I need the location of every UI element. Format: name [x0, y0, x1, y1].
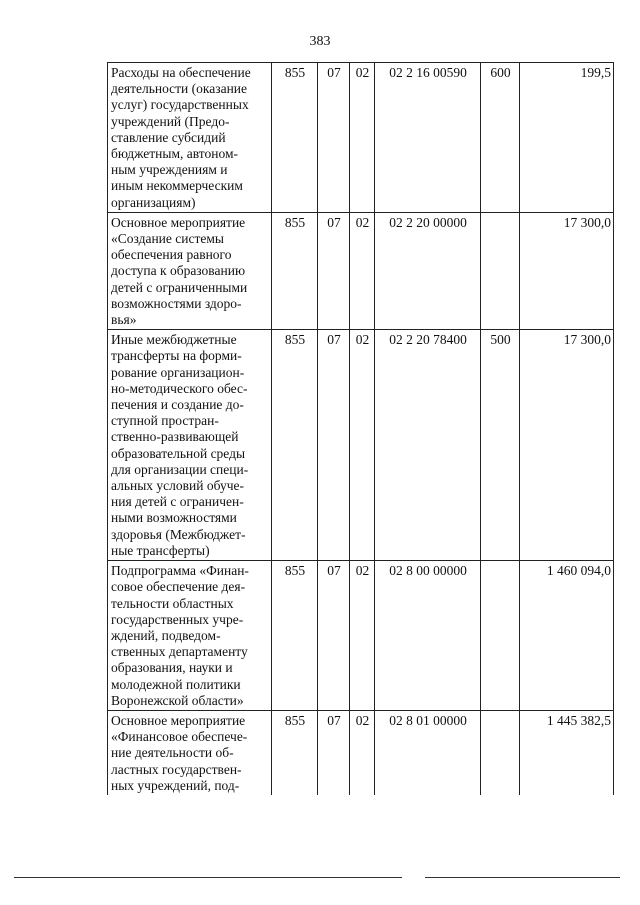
expense-type-cell	[481, 212, 520, 329]
description-line: тельности областных	[111, 595, 234, 611]
description-line: Подпрограмма «Финан-	[111, 563, 249, 579]
subsection-cell: 02	[350, 561, 375, 711]
expense-type-cell	[481, 561, 520, 711]
description-line: альных условий обуче-	[111, 478, 244, 494]
description-line: Иные межбюджетные	[111, 332, 237, 348]
target-article-cell: 02 2 16 00590	[375, 63, 481, 213]
description-line: Расходы на обеспечение	[111, 65, 251, 80]
description-line: для организации специ-	[111, 461, 249, 477]
description-cell	[108, 63, 272, 213]
description-line: ных учреждений, под-	[111, 777, 240, 793]
description-line: возможностями здоро-	[111, 295, 242, 311]
description-line: образования, науки и	[111, 660, 233, 676]
description-line: Основное мероприятие	[111, 712, 246, 728]
description-line: «Финансовое обеспече-	[111, 729, 248, 745]
description-line: ние деятельности об-	[111, 745, 234, 761]
amount-cell: 199,5	[520, 63, 614, 213]
description-line: организациям)	[111, 194, 196, 210]
description-line: доступа к образованию	[111, 263, 246, 279]
description-line: ным учреждениям и	[111, 162, 228, 178]
grbs-cell: 855	[272, 63, 318, 213]
description-line: деятельности (оказание	[111, 81, 248, 97]
description-line: детей с ограниченными	[111, 279, 248, 295]
footer-rule-right	[425, 877, 620, 878]
target-article-cell: 02 2 20 00000	[375, 212, 481, 329]
description-line: ственно-развивающей	[111, 429, 239, 445]
target-article-cell: 02 2 20 78400	[375, 330, 481, 561]
subsection-cell: 02	[350, 330, 375, 561]
subsection-cell: 02	[350, 212, 375, 329]
description-line: иным некоммерческим	[111, 178, 243, 194]
description-line: совое обеспечение дея-	[111, 579, 246, 595]
section-cell: 07	[318, 561, 350, 711]
description-cell	[108, 212, 272, 329]
page-number: 383	[309, 34, 331, 49]
grbs-cell: 855	[272, 710, 318, 795]
description-line: рование организацион-	[111, 364, 245, 380]
grbs-cell: 855	[272, 212, 318, 329]
target-article-cell: 02 8 00 00000	[375, 561, 481, 711]
description-line: ственных департаменту	[111, 644, 248, 660]
description-line: учреждений (Предо-	[111, 113, 230, 129]
description-line: ждений, подведом-	[111, 627, 221, 643]
expense-type-cell: 500	[481, 330, 520, 561]
section-cell: 07	[318, 63, 350, 213]
footer-rule-left	[14, 877, 402, 878]
description-line: образовательной среды	[111, 445, 246, 461]
description-line: ставление субсидий	[111, 129, 226, 145]
subsection-cell: 02	[350, 63, 375, 213]
description-line: молодежной политики	[111, 676, 241, 692]
table-row	[108, 330, 614, 561]
amount-cell: 1 445 382,5	[520, 710, 614, 795]
target-article-cell: 02 8 01 00000	[375, 710, 481, 795]
grbs-cell: 855	[272, 330, 318, 561]
table-row	[108, 212, 614, 329]
table-row	[108, 561, 614, 711]
description-line: вья»	[111, 312, 137, 328]
description-line: трансферты на форми-	[111, 348, 242, 364]
description-line: бюджетным, автоном-	[111, 146, 239, 162]
grbs-cell: 855	[272, 561, 318, 711]
description-line: «Создание системы	[111, 231, 224, 247]
description-line: но-методического обес-	[111, 380, 248, 396]
budget-table	[107, 62, 614, 795]
subsection-cell: 02	[350, 710, 375, 795]
description-line: обеспечения равного	[111, 247, 232, 263]
description-line: Основное мероприятие	[111, 214, 246, 230]
amount-cell: 1 460 094,0	[520, 561, 614, 711]
description-line: печения и создание до-	[111, 397, 244, 413]
description-line: ные трансферты)	[111, 542, 210, 558]
description-line: государственных учре-	[111, 611, 244, 627]
amount-cell: 17 300,0	[520, 212, 614, 329]
table-row	[108, 63, 614, 213]
description-line: ступной простран-	[111, 413, 219, 429]
description-line: Воронежской области»	[111, 692, 244, 708]
section-cell: 07	[318, 330, 350, 561]
description-line: здоровья (Межбюджет-	[111, 526, 246, 542]
description-line: услуг) государственных	[111, 97, 249, 113]
description-cell	[108, 561, 272, 711]
expense-type-cell	[481, 710, 520, 795]
budget-table-body	[108, 63, 614, 795]
expense-type-cell: 600	[481, 63, 520, 213]
table-row	[108, 710, 614, 795]
section-cell: 07	[318, 710, 350, 795]
description-cell	[108, 330, 272, 561]
description-cell	[108, 710, 272, 795]
section-cell: 07	[318, 212, 350, 329]
description-line: ластных государствен-	[111, 761, 242, 777]
description-line: ния детей с ограничен-	[111, 494, 244, 510]
description-line: ными возможностями	[111, 510, 237, 526]
amount-cell: 17 300,0	[520, 330, 614, 561]
